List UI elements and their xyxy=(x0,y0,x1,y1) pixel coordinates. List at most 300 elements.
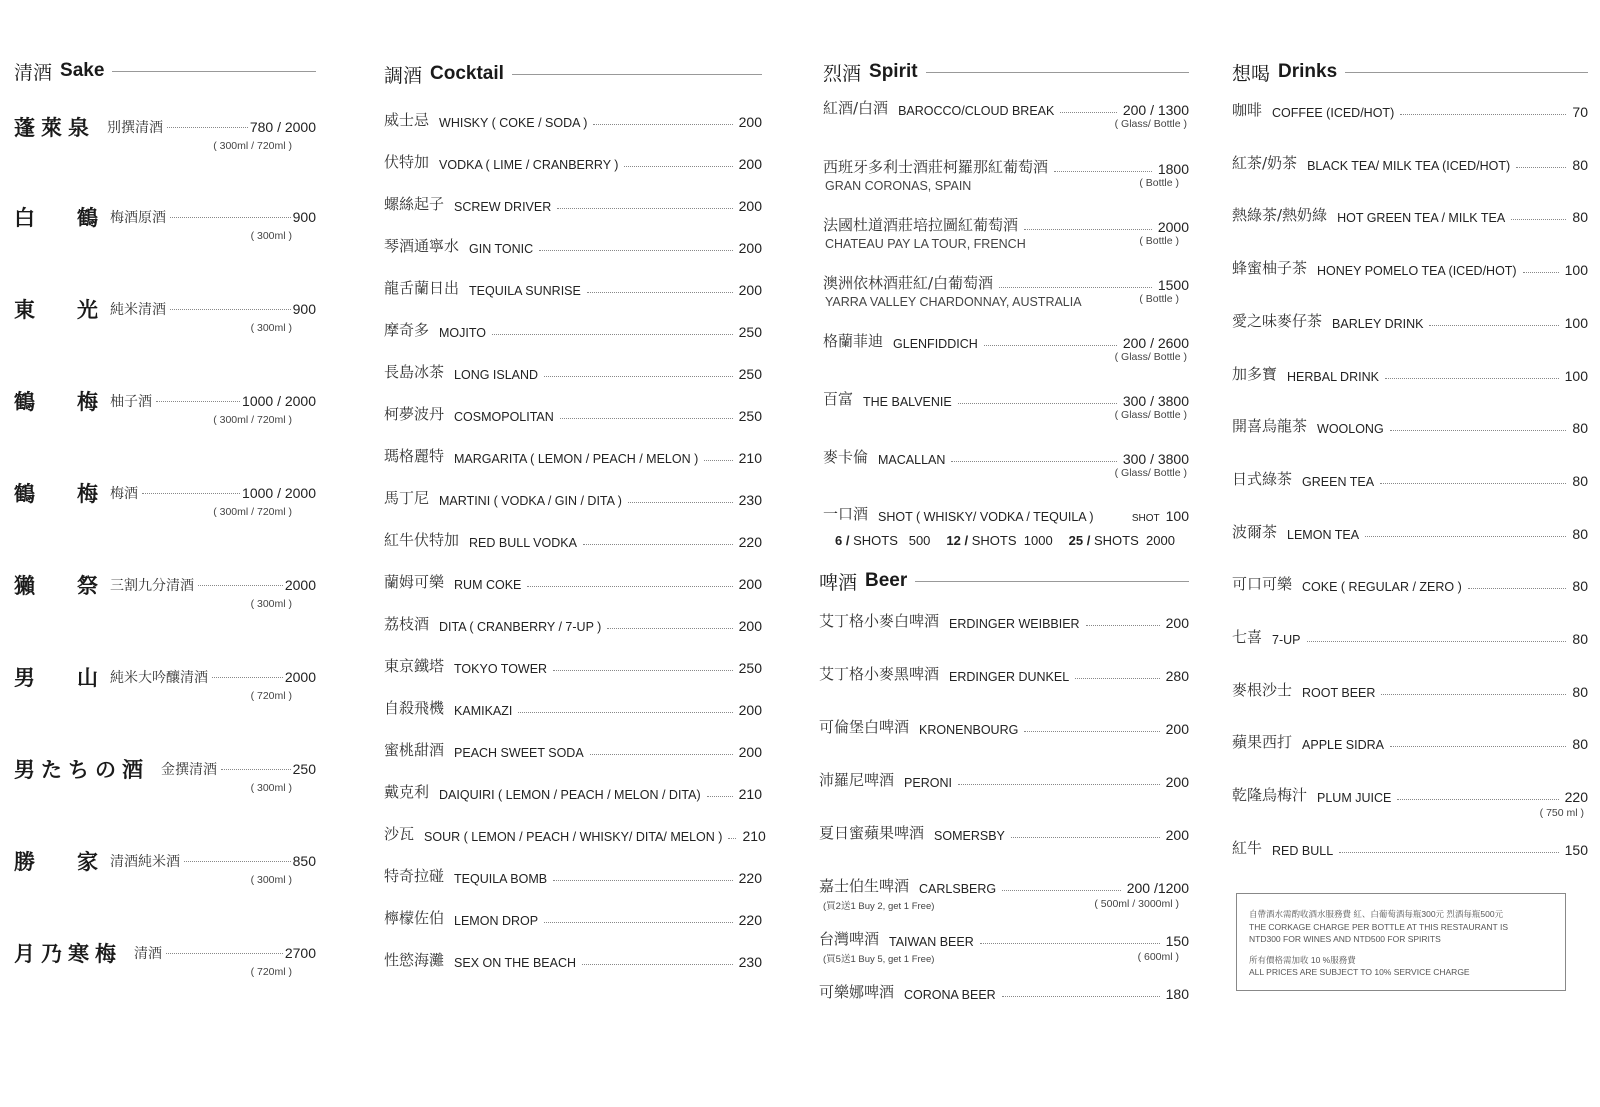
sake-type: 金撰清酒 xyxy=(161,762,217,778)
sake-item xyxy=(14,936,316,970)
volume: ( 300ml ) xyxy=(250,598,292,610)
sake-item xyxy=(14,110,316,144)
leader-dots xyxy=(221,769,291,770)
leader-dots xyxy=(1339,852,1558,853)
item-zh: 艾丁格小麥黑啤酒 xyxy=(819,665,940,683)
sake-type: 柚子酒 xyxy=(110,394,152,410)
section-rule xyxy=(1345,72,1588,73)
item-en: RUM COKE xyxy=(454,578,522,592)
price: 200 / 1300 xyxy=(1122,102,1189,118)
sake-name-char: 東 xyxy=(14,297,35,322)
price: 200 xyxy=(738,198,762,214)
item-zh: 熱綠茶/熱奶綠 xyxy=(1232,206,1328,225)
item-zh: 東京鐵塔 xyxy=(384,657,445,675)
leader-dots xyxy=(958,784,1160,785)
leader-dots xyxy=(958,403,1117,404)
leader-dots xyxy=(583,544,733,545)
beer-title-zh: 啤酒 xyxy=(819,571,858,594)
sake-item xyxy=(14,384,316,418)
leader-dots xyxy=(593,124,732,125)
item-zh: 蘭姆可樂 xyxy=(384,573,445,591)
leader-dots xyxy=(553,670,733,671)
item-en: THE BALVENIE xyxy=(863,395,952,409)
shot-en: SHOT ( WHISKY/ VODKA / TEQUILA ) xyxy=(878,510,1094,524)
sake-type: 清酒純米酒 xyxy=(110,854,180,870)
leader-dots xyxy=(624,166,732,167)
item-zh: 紅酒/白酒 xyxy=(823,99,889,117)
item-zh: 長島冰茶 xyxy=(384,363,445,381)
item-zh: 龍舌蘭日出 xyxy=(384,279,460,297)
item-en: COFFEE (ICED/HOT) xyxy=(1272,106,1395,120)
item-zh: 日式綠茶 xyxy=(1232,469,1293,488)
cocktail-item xyxy=(384,696,762,718)
leader-dots xyxy=(1075,678,1159,679)
section-rule xyxy=(926,72,1189,73)
item-zh: 特奇拉碰 xyxy=(384,867,445,885)
item-zh: 荔枝酒 xyxy=(384,615,430,633)
item-en: ERDINGER WEIBBIER xyxy=(949,617,1080,631)
item-zh: 蘋果西打 xyxy=(1232,733,1293,752)
leader-dots xyxy=(167,127,248,128)
leader-dots xyxy=(544,376,733,377)
item-zh: 檸檬佐伯 xyxy=(384,909,445,927)
spirit-item xyxy=(823,387,1189,409)
item-zh: 摩奇多 xyxy=(384,321,430,339)
cocktail-header xyxy=(384,61,762,87)
leader-dots xyxy=(557,208,732,209)
drink-item xyxy=(1232,730,1588,752)
price: 210 xyxy=(738,450,762,466)
price: 150 xyxy=(1564,841,1588,858)
leader-dots xyxy=(170,309,291,310)
item-en: GRAN CORONAS, SPAIN xyxy=(825,179,972,193)
price: 80 xyxy=(1572,578,1588,595)
sake-name-char: 光 xyxy=(77,297,98,322)
leader-dots xyxy=(1468,588,1567,589)
cocktail-item xyxy=(384,108,762,130)
note-line: 自帶酒水需酌收酒水服務費 紅、白葡萄酒每瓶300元 烈酒每瓶500元 xyxy=(1249,909,1504,919)
leader-dots xyxy=(1365,536,1566,537)
price: 200 xyxy=(1165,774,1189,790)
spirit-item xyxy=(823,271,1189,293)
price: 200 xyxy=(738,744,762,760)
spirit-header xyxy=(823,59,1189,85)
price: 200 / 2600 xyxy=(1122,335,1189,351)
volume: ( 300ml / 720ml ) xyxy=(213,506,292,518)
drink-item xyxy=(1232,625,1588,647)
spirit-item xyxy=(823,96,1189,118)
volume: ( 720ml ) xyxy=(250,690,292,702)
item-en: BARLEY DRINK xyxy=(1332,316,1424,331)
cocktail-section xyxy=(384,0,766,1010)
price: 200 /1200 xyxy=(1126,880,1189,896)
leader-dots xyxy=(1381,694,1566,695)
item-en: VODKA ( LIME / CRANBERRY ) xyxy=(439,158,619,172)
item-en: BAROCCO/CLOUD BREAK xyxy=(898,104,1055,118)
item-zh: 麥根沙士 xyxy=(1232,680,1293,699)
price: 80 xyxy=(1572,525,1588,542)
item-zh: 澳洲依林酒莊紅/白葡萄酒 xyxy=(823,274,994,292)
beer-item xyxy=(819,874,1189,896)
item-en: CHATEAU PAY LA TOUR, FRENCH xyxy=(825,237,1026,251)
price: 250 xyxy=(292,761,316,777)
price: 250 xyxy=(738,366,762,382)
item-en: BLACK TEA/ MILK TEA (ICED/HOT) xyxy=(1307,158,1511,173)
price: 200 xyxy=(738,282,762,298)
leader-dots xyxy=(539,250,732,251)
leader-dots xyxy=(1385,378,1559,379)
drink-item xyxy=(1232,520,1588,542)
leader-dots xyxy=(1400,114,1566,115)
sake-header xyxy=(14,58,316,84)
cocktail-item xyxy=(384,654,762,676)
leader-dots xyxy=(984,345,1117,346)
price: 300 / 3800 xyxy=(1122,393,1189,409)
sake-name-char: 家 xyxy=(77,849,98,874)
price: 210 xyxy=(738,786,762,802)
drink-item xyxy=(1232,362,1588,384)
item-en: LEMON TEA xyxy=(1287,527,1360,542)
price: 210 xyxy=(742,828,766,844)
item-zh: 可樂娜啤酒 xyxy=(819,983,895,1001)
item-en: GREEN TEA xyxy=(1302,474,1375,489)
sake-name-char: 祭 xyxy=(77,573,98,598)
sake-item xyxy=(14,292,316,326)
item-zh: 琴酒通寧水 xyxy=(384,237,460,255)
sake-name xyxy=(14,846,98,876)
note-line: NTD300 FOR WINES AND NTD500 FOR SPIRITS xyxy=(1249,934,1441,944)
cocktail-item xyxy=(384,234,762,256)
cocktail-title-zh: 調酒 xyxy=(384,64,423,87)
item-zh: 西班牙多利士酒莊柯羅那紅葡萄酒 xyxy=(823,158,1049,176)
item-en: PERONI xyxy=(904,776,952,790)
price: 200 xyxy=(738,240,762,256)
leader-dots xyxy=(212,677,283,678)
promo-note: (買5送1 Buy 5, get 1 Free) xyxy=(823,954,935,965)
item-zh: 沙瓦 xyxy=(384,825,415,843)
item-zh: 威士忌 xyxy=(384,111,430,129)
sake-section xyxy=(14,0,316,1010)
container-size: ( Bottle ) xyxy=(1139,293,1179,305)
container-size: ( Bottle ) xyxy=(1139,235,1179,247)
leader-dots xyxy=(587,292,733,293)
leader-dots xyxy=(628,502,733,503)
item-zh: 嘉士伯生啤酒 xyxy=(819,877,910,895)
price: 200 xyxy=(1165,721,1189,737)
drink-item xyxy=(1232,98,1588,120)
leader-dots xyxy=(1307,641,1567,642)
cocktail-item xyxy=(384,906,762,928)
sake-title-zh: 清酒 xyxy=(14,61,53,84)
promo-note: (買2送1 Buy 2, get 1 Free) xyxy=(823,901,935,912)
volume: ( 300ml ) xyxy=(250,322,292,334)
item-en: SOMERSBY xyxy=(934,829,1005,843)
leader-dots xyxy=(544,922,733,923)
price: 200 xyxy=(738,114,762,130)
price: 200 xyxy=(738,156,762,172)
leader-dots xyxy=(1380,483,1566,484)
drink-item xyxy=(1232,256,1588,278)
container-size: ( 500ml / 3000ml ) xyxy=(1094,898,1179,910)
item-en: SOUR ( LEMON / PEACH / WHISKY/ DITA/ MELON ) xyxy=(424,830,723,844)
sake-name: 月乃寒梅 xyxy=(14,941,122,966)
leader-dots xyxy=(728,838,736,839)
item-en: APPLE SIDRA xyxy=(1302,738,1384,753)
cocktail-item xyxy=(384,486,762,508)
cocktail-item xyxy=(384,822,766,844)
drink-item xyxy=(1232,572,1588,594)
spirit-title-zh: 烈酒 xyxy=(823,62,862,85)
cocktail-item xyxy=(384,570,762,592)
cocktail-item xyxy=(384,276,762,298)
item-zh: 格蘭菲迪 xyxy=(823,332,884,350)
item-en: SCREW DRIVER xyxy=(454,200,552,214)
item-en: ERDINGER DUNKEL xyxy=(949,670,1070,684)
section-rule xyxy=(112,71,316,72)
shot-price: 100 xyxy=(1165,508,1189,524)
spirit-item xyxy=(823,329,1189,351)
sake-type: 純米清酒 xyxy=(110,302,166,318)
leader-dots xyxy=(707,796,733,797)
sake-name-char: 鶴 xyxy=(14,389,35,414)
leader-dots xyxy=(1086,625,1160,626)
leader-dots xyxy=(1523,272,1559,273)
volume: ( 300ml ) xyxy=(250,782,292,794)
drink-item xyxy=(1232,836,1588,858)
item-en: WOOLONG xyxy=(1317,422,1384,437)
price: 300 / 3800 xyxy=(1122,451,1189,467)
item-en: MOJITO xyxy=(439,326,487,340)
item-en: CORONA BEER xyxy=(904,988,996,1002)
container-size: ( Glass/ Bottle ) xyxy=(1114,118,1187,130)
sake-name xyxy=(14,662,98,692)
note-line: ALL PRICES ARE SUBJECT TO 10% SERVICE CHARGE xyxy=(1249,967,1470,977)
price: 2700 xyxy=(284,945,316,961)
item-en: TEQUILA BOMB xyxy=(454,872,548,886)
drink-item xyxy=(1232,783,1588,805)
section-rule xyxy=(915,581,1189,582)
item-zh: 自殺飛機 xyxy=(384,699,445,717)
sake-type: 梅酒原酒 xyxy=(110,210,166,226)
spirit-item xyxy=(823,213,1189,235)
sake-title-en: Sake xyxy=(60,60,105,81)
leader-dots xyxy=(1054,171,1152,172)
leader-dots xyxy=(1390,746,1566,747)
leader-dots xyxy=(607,628,732,629)
cocktail-item xyxy=(384,864,762,886)
shot-zh: 一口酒 xyxy=(823,505,869,523)
price: 780 / 2000 xyxy=(249,119,316,135)
item-zh: 波爾茶 xyxy=(1232,522,1278,541)
container-size: ( 750 ml ) xyxy=(1539,807,1584,820)
price: 2000 xyxy=(1157,219,1189,235)
item-en: SEX ON THE BEACH xyxy=(454,956,577,970)
item-zh: 艾丁格小麥白啤酒 xyxy=(819,612,940,630)
price: 200 xyxy=(738,576,762,592)
cocktail-item xyxy=(384,948,762,970)
item-en: YARRA VALLEY CHARDONNAY, AUSTRALIA xyxy=(825,295,1082,309)
sake-name-char: 白 xyxy=(14,205,35,230)
price: 230 xyxy=(738,492,762,508)
beer-item xyxy=(819,980,1189,1002)
price: 1000 / 2000 xyxy=(242,393,316,409)
sake-name xyxy=(14,570,98,600)
price: 200 xyxy=(738,618,762,634)
volume: ( 300ml / 720ml ) xyxy=(213,140,292,152)
item-zh: 台灣啤酒 xyxy=(819,930,880,948)
item-zh: 加多寶 xyxy=(1232,364,1278,383)
leader-dots xyxy=(518,712,732,713)
price: 1000 / 2000 xyxy=(242,485,316,501)
drink-item xyxy=(1232,414,1588,436)
leader-dots xyxy=(1002,996,1160,997)
item-zh: 咖啡 xyxy=(1232,101,1263,119)
item-en: PLUM JUICE xyxy=(1317,791,1392,806)
leader-dots xyxy=(156,401,240,402)
cocktail-item xyxy=(384,150,762,172)
price: 150 xyxy=(1165,933,1189,949)
item-en: CARLSBERG xyxy=(919,882,997,896)
price: 80 xyxy=(1572,472,1588,489)
price: 200 xyxy=(1165,615,1189,631)
leader-dots xyxy=(492,334,733,335)
cocktail-item xyxy=(384,528,762,550)
leader-dots xyxy=(142,493,240,494)
item-zh: 愛之味麥仔茶 xyxy=(1232,311,1323,330)
cocktail-item xyxy=(384,780,762,802)
cocktail-title-en: Cocktail xyxy=(430,63,504,84)
price: 1800 xyxy=(1157,161,1189,177)
leader-dots xyxy=(1429,325,1558,326)
cocktail-item xyxy=(384,444,762,466)
sake-name-char: 山 xyxy=(77,665,98,690)
sake-name-char: 男 xyxy=(14,665,35,690)
item-en: RED BULL xyxy=(1272,843,1334,858)
cocktail-item xyxy=(384,360,762,382)
item-zh: 性慾海灘 xyxy=(384,951,445,969)
sake-name-char: 勝 xyxy=(14,849,35,874)
sake-item xyxy=(14,660,316,694)
item-en: MARTINI ( VODKA / GIN / DITA ) xyxy=(439,494,622,508)
leader-dots xyxy=(951,461,1116,462)
shot-deal: 25 / SHOTS 2000 xyxy=(1068,533,1175,548)
note-line: THE CORKAGE CHARGE PER BOTTLE AT THIS RESTAURANT IS xyxy=(1249,921,1508,932)
price: 850 xyxy=(292,853,316,869)
spirit-title-en: Spirit xyxy=(869,61,918,82)
item-en: TAIWAN BEER xyxy=(889,935,974,949)
corkage-note xyxy=(1236,893,1566,991)
drink-item xyxy=(1232,467,1588,489)
sake-name-char: 梅 xyxy=(77,389,98,414)
item-zh: 蜂蜜柚子茶 xyxy=(1232,259,1308,278)
shot-unit: SHOT xyxy=(1131,513,1160,524)
price: 280 xyxy=(1165,668,1189,684)
spirit-item xyxy=(823,445,1189,467)
cocktail-item xyxy=(384,738,762,760)
item-zh: 七喜 xyxy=(1232,628,1263,646)
item-zh: 麥卡倫 xyxy=(823,448,869,466)
leader-dots xyxy=(1002,890,1121,891)
item-en: RED BULL VODKA xyxy=(469,536,577,550)
cocktail-item xyxy=(384,192,762,214)
sake-name xyxy=(14,202,98,232)
leader-dots xyxy=(527,586,732,587)
leader-dots xyxy=(184,861,291,862)
sake-name xyxy=(14,386,98,416)
shot-deals xyxy=(835,533,1175,548)
leader-dots xyxy=(590,754,733,755)
sake-type: 梅酒 xyxy=(110,486,138,502)
price: 220 xyxy=(738,534,762,550)
sake-type: 別撰清酒 xyxy=(107,120,163,136)
item-zh: 瑪格麗特 xyxy=(384,447,445,465)
price: 250 xyxy=(738,660,762,676)
price: 2000 xyxy=(284,577,316,593)
price: 100 xyxy=(1564,367,1588,384)
beer-title-en: Beer xyxy=(865,570,908,591)
leader-dots xyxy=(553,880,733,881)
item-en: MACALLAN xyxy=(878,453,946,467)
spirit-section xyxy=(819,0,1189,1010)
item-zh: 馬丁尼 xyxy=(384,489,430,507)
price: 250 xyxy=(738,324,762,340)
sake-name-char: 鶴 xyxy=(14,481,35,506)
container-size: ( Glass/ Bottle ) xyxy=(1114,351,1187,363)
section-rule xyxy=(512,74,762,75)
item-en: LEMON DROP xyxy=(454,914,539,928)
price: 100 xyxy=(1564,262,1588,279)
item-en: KRONENBOURG xyxy=(919,723,1019,737)
shot-deal: 12 / SHOTS 1000 xyxy=(946,533,1053,548)
price: 200 xyxy=(738,702,762,718)
volume: ( 720ml ) xyxy=(250,966,292,978)
shot-row xyxy=(823,502,1189,524)
item-zh: 戴克利 xyxy=(384,783,430,801)
item-zh: 可口可樂 xyxy=(1232,575,1293,594)
leader-dots xyxy=(1397,799,1558,800)
leader-dots xyxy=(1511,219,1566,220)
sake-type: 三割九分清酒 xyxy=(110,578,194,594)
price: 230 xyxy=(738,954,762,970)
item-en: PEACH SWEET SODA xyxy=(454,746,584,760)
beer-item xyxy=(819,715,1189,737)
item-en: TEQUILA SUNRISE xyxy=(469,284,581,298)
item-en: HOT GREEN TEA / MILK TEA xyxy=(1337,211,1506,226)
beer-item xyxy=(819,768,1189,790)
leader-dots xyxy=(170,217,291,218)
container-size: ( Bottle ) xyxy=(1139,177,1179,189)
leader-dots xyxy=(1516,167,1566,168)
cocktail-item xyxy=(384,402,762,424)
item-en: WHISKY ( COKE / SODA ) xyxy=(439,116,588,130)
leader-dots xyxy=(1024,229,1152,230)
sake-item xyxy=(14,476,316,510)
price: 220 xyxy=(1564,789,1588,806)
item-en: TOKYO TOWER xyxy=(454,662,548,676)
drinks-title-en: Drinks xyxy=(1278,61,1338,82)
container-size: ( Glass/ Bottle ) xyxy=(1114,409,1187,421)
sake-item xyxy=(14,568,316,602)
item-zh: 螺絲起子 xyxy=(384,195,445,213)
item-en: ROOT BEER xyxy=(1302,685,1376,700)
price: 220 xyxy=(738,912,762,928)
volume: ( 300ml ) xyxy=(250,230,292,242)
beer-item xyxy=(819,662,1189,684)
sake-type: 純米大吟釀清酒 xyxy=(110,670,208,686)
drinks-section xyxy=(1232,0,1588,1010)
container-size: ( Glass/ Bottle ) xyxy=(1114,467,1187,479)
leader-dots xyxy=(980,943,1160,944)
